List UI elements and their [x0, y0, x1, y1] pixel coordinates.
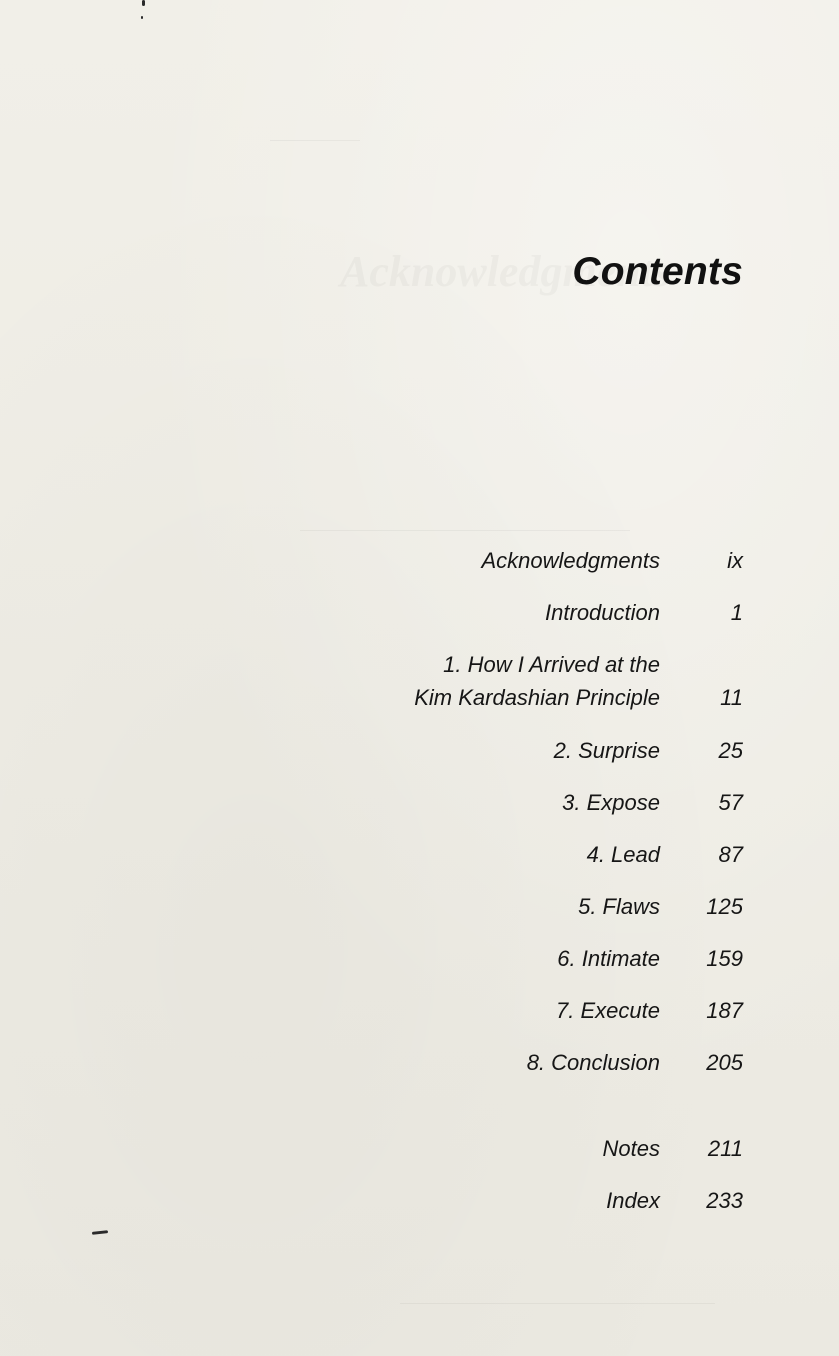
toc-entry-title: Introduction: [545, 600, 660, 625]
ink-speck: [141, 16, 143, 19]
toc-entry-title: 7. Execute: [556, 998, 660, 1023]
toc-entry-title: Notes: [602, 1136, 660, 1161]
toc-entry-title: 1. How I Arrived at the: [443, 652, 660, 677]
toc-entry-title: 4. Lead: [586, 842, 660, 867]
toc-entry-introduction[interactable]: [0, 598, 839, 628]
toc-entry-title: 6. Intimate: [557, 946, 660, 971]
toc-entry-chapter-8[interactable]: [0, 1048, 839, 1078]
toc-entry-title: 8. Conclusion: [526, 1050, 660, 1075]
toc-entry-page: 57: [718, 790, 743, 815]
toc-entry-page: 233: [706, 1188, 743, 1213]
toc-entry-page: 211: [707, 1136, 743, 1161]
toc-entry-page: ix: [727, 548, 743, 573]
toc-entry-chapter-6[interactable]: [0, 944, 839, 974]
toc-entry-page: 205: [706, 1050, 743, 1075]
toc-entry-title: Kim Kardashian Principle: [414, 685, 660, 710]
toc-entry-chapter-4[interactable]: [0, 840, 839, 870]
toc-entry-chapter-7[interactable]: [0, 996, 839, 1026]
toc-entry-title: 3. Expose: [562, 790, 660, 815]
toc-entry-title: 5. Flaws: [578, 894, 660, 919]
toc-entry-chapter-1-line-1[interactable]: [0, 650, 839, 680]
toc-entry-page: 125: [706, 894, 743, 919]
toc-entry-title: Acknowledgments: [481, 548, 660, 573]
toc-entry-title: 2. Surprise: [553, 738, 660, 763]
toc-entry-chapter-2[interactable]: [0, 736, 839, 766]
toc-entry-page: 1: [730, 600, 743, 625]
toc-entry-page: 187: [706, 998, 743, 1023]
ink-speck: [142, 0, 145, 6]
toc-entry-title: Index: [606, 1188, 660, 1213]
toc-entry-index[interactable]: [0, 1186, 839, 1216]
toc-entry-chapter-1-line-2[interactable]: [0, 683, 839, 713]
toc-entry-page: 159: [706, 946, 743, 971]
page-title: Contents: [572, 250, 743, 293]
toc-entry-page: 11: [720, 685, 743, 710]
toc-entry-chapter-5[interactable]: [0, 892, 839, 922]
toc-entry-chapter-3[interactable]: [0, 788, 839, 818]
toc-entry-page: 87: [718, 842, 743, 867]
toc-entry-notes[interactable]: [0, 1134, 839, 1164]
toc-entry-page: 25: [718, 738, 743, 763]
toc-entry-acknowledgments[interactable]: [0, 546, 839, 576]
